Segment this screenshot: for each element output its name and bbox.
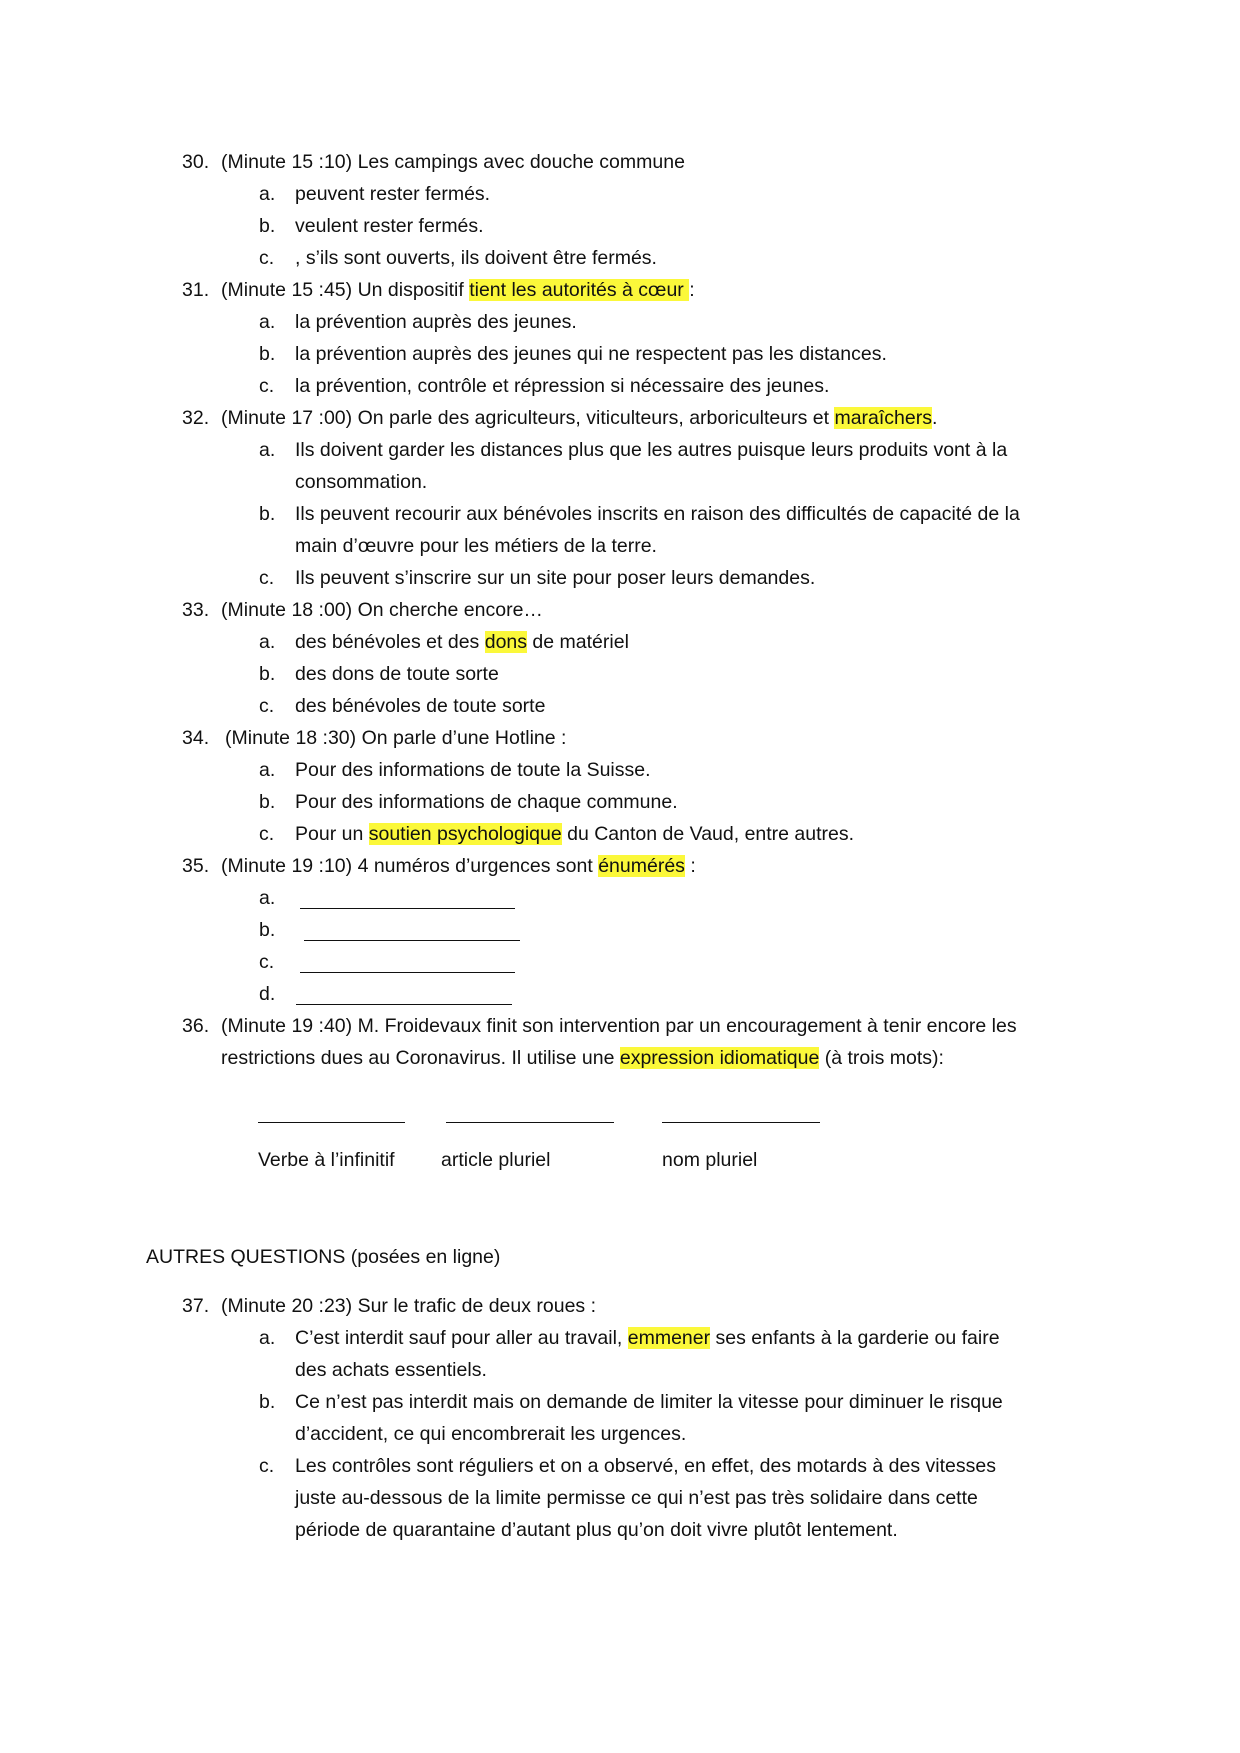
question-text xyxy=(221,854,696,878)
option-letter: b. xyxy=(259,919,276,941)
option-letter: c. xyxy=(259,375,275,397)
question-text xyxy=(221,406,937,430)
option-text: Ils peuvent s’inscrire sur un site pour poser leurs demandes. xyxy=(295,567,816,589)
option-text: consommation. xyxy=(295,471,428,493)
option-letter: c. xyxy=(259,1455,275,1477)
option-letter: b. xyxy=(259,791,276,813)
highlighted-term: dons xyxy=(484,631,528,653)
highlighted-term: tient les autorités à cœur xyxy=(469,279,690,301)
answer-blank[interactable] xyxy=(304,922,520,941)
option-text: Pour des informations de chaque commune. xyxy=(295,791,678,813)
option-letter: c. xyxy=(259,567,275,589)
option-text xyxy=(295,822,854,846)
option-letter: b. xyxy=(259,663,276,685)
option-letter: a. xyxy=(259,183,276,205)
question-number: 33. xyxy=(182,599,210,621)
option-text: des bénévoles de toute sorte xyxy=(295,695,546,717)
question-number: 32. xyxy=(182,407,210,429)
question-text: (Minute 18 :00) On cherche encore… xyxy=(221,599,543,621)
option-letter: a. xyxy=(259,887,276,909)
answer-blank-verb[interactable] xyxy=(258,1104,405,1123)
section-heading: AUTRES QUESTIONS (posées en ligne) xyxy=(146,1246,501,1268)
question-text: (Minute 18 :30) On parle d’une Hotline : xyxy=(225,727,567,749)
option-letter: c. xyxy=(259,823,275,845)
option-text: main d’œuvre pour les métiers de la terre. xyxy=(295,535,657,557)
option-text: juste au-dessous de la limite permisse ce qui n’est pas très solidaire dans cette xyxy=(295,1487,978,1509)
answer-blank[interactable] xyxy=(296,986,512,1005)
text-segment: des bénévoles et des xyxy=(295,631,485,653)
question-number: 34. xyxy=(182,727,210,749)
question-number: 31. xyxy=(182,279,210,301)
text-segment: : xyxy=(689,279,695,301)
option-text: des achats essentiels. xyxy=(295,1359,487,1381)
option-text xyxy=(295,630,629,654)
option-letter: c. xyxy=(259,695,275,717)
option-text xyxy=(295,1326,1000,1350)
question-text: (Minute 20 :23) Sur le trafic de deux roues : xyxy=(221,1295,597,1317)
text-segment: Pour un xyxy=(295,823,369,845)
option-text: Ils peuvent recourir aux bénévoles inscrits en raison des difficultés de capacité de la xyxy=(295,503,1020,525)
highlighted-term: emmener xyxy=(627,1327,711,1349)
question-text xyxy=(221,278,695,302)
text-segment: (Minute 19 :10) 4 numéros d’urgences sont xyxy=(221,855,599,877)
option-letter: a. xyxy=(259,311,276,333)
question-number: 37. xyxy=(182,1295,210,1317)
option-letter: b. xyxy=(259,1391,276,1413)
text-segment: ses enfants à la garderie ou faire xyxy=(710,1327,1000,1349)
option-letter: a. xyxy=(259,1327,276,1349)
option-letter: b. xyxy=(259,215,276,237)
option-text: la prévention auprès des jeunes. xyxy=(295,311,577,333)
option-letter: a. xyxy=(259,439,276,461)
option-text: période de quarantaine d’autant plus qu’on doit vivre plutôt lentement. xyxy=(295,1519,898,1541)
text-segment: restrictions dues au Coronavirus. Il utilise une xyxy=(221,1047,620,1069)
option-text: Ce n’est pas interdit mais on demande de limiter la vitesse pour diminuer le risque xyxy=(295,1391,1003,1413)
highlighted-term: soutien psychologique xyxy=(368,823,562,845)
blank-label-article: article pluriel xyxy=(441,1149,551,1171)
text-segment: (à trois mots): xyxy=(819,1047,944,1069)
text-segment: : xyxy=(684,855,696,877)
option-letter: b. xyxy=(259,503,276,525)
text-segment: . xyxy=(931,407,938,429)
question-text xyxy=(221,1046,944,1070)
question-text: (Minute 19 :40) M. Froidevaux finit son intervention par un encouragement à tenir encore les xyxy=(221,1015,1017,1037)
option-letter: a. xyxy=(259,631,276,653)
option-text: d’accident, ce qui encombrerait les urgences. xyxy=(295,1423,687,1445)
highlighted-term: énumérés xyxy=(598,855,685,877)
text-segment: de matériel xyxy=(527,631,629,653)
text-segment: (Minute 17 :00) On parle des agriculteurs, viticulteurs, arboriculteurs et xyxy=(221,407,835,429)
answer-blank-noun[interactable] xyxy=(662,1104,820,1123)
question-text: (Minute 15 :10) Les campings avec douche commune xyxy=(221,151,685,173)
answer-blank[interactable] xyxy=(300,954,515,973)
text-segment: C’est interdit sauf pour aller au travail, xyxy=(295,1327,628,1349)
option-letter: a. xyxy=(259,759,276,781)
option-text: veulent rester fermés. xyxy=(295,215,484,237)
option-letter: b. xyxy=(259,343,276,365)
option-text: , s’ils sont ouverts, ils doivent être fermés. xyxy=(295,247,657,269)
option-text: la prévention auprès des jeunes qui ne respectent pas les distances. xyxy=(295,343,887,365)
answer-blank-article[interactable] xyxy=(446,1104,614,1123)
blank-label-verb: Verbe à l’infinitif xyxy=(258,1149,395,1171)
option-text: Ils doivent garder les distances plus que les autres puisque leurs produits vont à la xyxy=(295,439,1008,461)
answer-blank[interactable] xyxy=(300,890,515,909)
option-letter: c. xyxy=(259,951,275,973)
option-text: Pour des informations de toute la Suisse. xyxy=(295,759,651,781)
question-number: 30. xyxy=(182,151,210,173)
highlighted-term: expression idiomatique xyxy=(619,1047,820,1069)
option-text: la prévention, contrôle et répression si nécessaire des jeunes. xyxy=(295,375,830,397)
option-text: des dons de toute sorte xyxy=(295,663,499,685)
option-letter: d. xyxy=(259,983,276,1005)
option-letter: c. xyxy=(259,247,275,269)
text-segment: du Canton de Vaud, entre autres. xyxy=(561,823,855,845)
option-text: peuvent rester fermés. xyxy=(295,183,491,205)
question-number: 35. xyxy=(182,855,210,877)
highlighted-term: maraîchers xyxy=(834,407,932,429)
text-segment: (Minute 15 :45) Un dispositif xyxy=(221,279,470,301)
blank-label-noun: nom pluriel xyxy=(662,1149,758,1171)
option-text: Les contrôles sont réguliers et on a observé, en effet, des motards à des vitesses xyxy=(295,1455,996,1477)
question-number: 36. xyxy=(182,1015,210,1037)
